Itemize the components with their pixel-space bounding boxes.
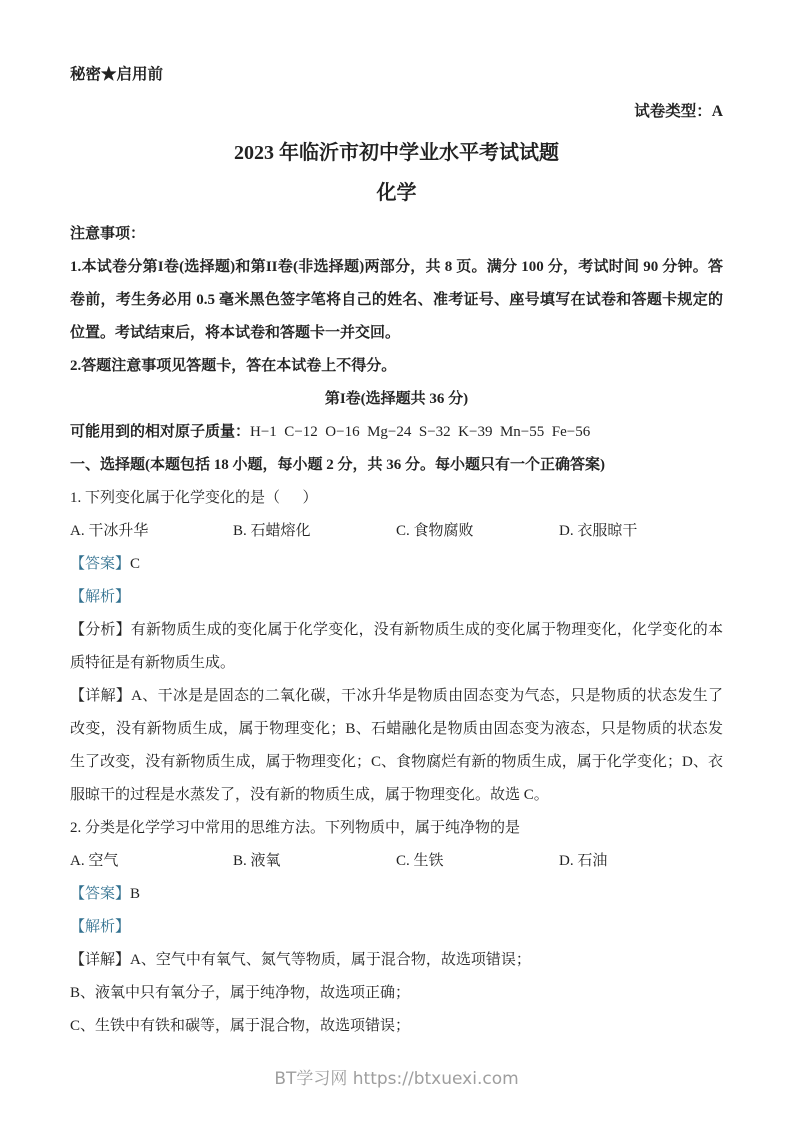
option-d: D. 石油: [559, 853, 608, 869]
atomic-mass-label: 可能用到的相对原子质量：: [70, 424, 251, 440]
option-a: A. 空气: [70, 853, 119, 869]
security-classification: 秘密★启用前: [70, 66, 164, 83]
question-2-stem: 2. 分类是化学学习中常用的思维方法。下列物质中，属于纯净物的是: [70, 820, 521, 836]
question-2-analysis-tag-line: [70, 911, 723, 944]
question-1-options: [70, 515, 723, 548]
question-1-analysis-tag-line: [70, 581, 723, 614]
paper-type-label: 试卷类型：A: [634, 103, 723, 120]
question-2-options: [70, 845, 723, 878]
question-2-detail-line-2: B、液氧中只有氧分子，属于纯净物，故选项正确；: [70, 985, 411, 1001]
notice-item-2: 2.答题注意事项见答题卡，答在本试卷上不得分。: [70, 358, 397, 374]
question-1-explanation-1: 【分析】有新物质生成的变化属于化学变化，没有新物质生成的变化属于物理变化，化学变化的本质特征是有新物质生成。: [70, 622, 723, 671]
section-heading: 第I卷(选择题共 36 分): [324, 391, 469, 407]
notice-item-1: 1.本试卷分第I卷(选择题)和第II卷(非选择题)两部分，共 8 页。满分 100 分，考试时间 90 分钟。答卷前，考生务必用 0.5 毫米黑色签字笔将自己的姓名、准考证号、座号填写在试卷和答题卡规定的位置。考试结束后，将本试卷和答题卡一并交回。: [70, 259, 723, 341]
answer-tag: 【答案】: [70, 556, 131, 572]
atomic-mass-values: H−1 C−12 O−16 Mg−24 S−32 K−39 Mn−55 Fe−56: [250, 424, 591, 440]
page-title: 2023 年临沂市初中学业水平考试试题: [234, 142, 559, 164]
question-2-detail-line-1: 【详解】A、空气中有氧气、氮气等物质，属于混合物，故选项错误；: [70, 952, 531, 968]
answer-value: B: [130, 886, 141, 902]
option-b: B. 石蜡熔化: [233, 523, 311, 539]
atomic-mass-line: [70, 416, 723, 449]
option-a: A. 干冰升华: [70, 523, 149, 539]
question-1-explanation-2: 【详解】A、干冰是是固态的二氧化碳，干冰升华是物质由固态变为气态，只是物质的状态发生了改变，没有新物质生成，属于物理变化；B、石蜡融化是物质由固态变为液态，只是物质的状态发生了改变，没有新物质生成，属于物理变化；C、食物腐烂有新的物质生成，属于化学变化；D、衣服晾干的过程是水蒸发了，没有新的物质生成，属于物理变化。故选 C。: [70, 688, 723, 803]
analysis-tag: 【解析】: [70, 919, 131, 935]
document-body: [70, 218, 723, 1043]
question-2-answer-line: [70, 878, 723, 911]
notice-heading: 注意事项：: [70, 226, 146, 242]
question-2-detail-line-3: C、生铁中有铁和碳等，属于混合物，故选项错误；: [70, 1018, 411, 1034]
option-b: B. 液氧: [233, 853, 281, 869]
subject-title: 化学: [376, 182, 417, 204]
part-heading: 一、选择题(本题包括 18 小题，每小题 2 分，共 36 分。每小题只有一个正确答案): [70, 457, 605, 473]
option-d: D. 衣服晾干: [559, 523, 638, 539]
question-1-stem: 1. 下列变化属于化学变化的是（ ）: [70, 490, 318, 506]
question-1-answer-line: [70, 548, 723, 581]
watermark-site-credit: BT学习网 https://btxuexi.com: [274, 1069, 519, 1089]
option-c: C. 食物腐败: [396, 523, 474, 539]
answer-tag: 【答案】: [70, 886, 131, 902]
option-c: C. 生铁: [396, 853, 444, 869]
analysis-tag: 【解析】: [70, 589, 131, 605]
answer-value: C: [130, 556, 141, 572]
